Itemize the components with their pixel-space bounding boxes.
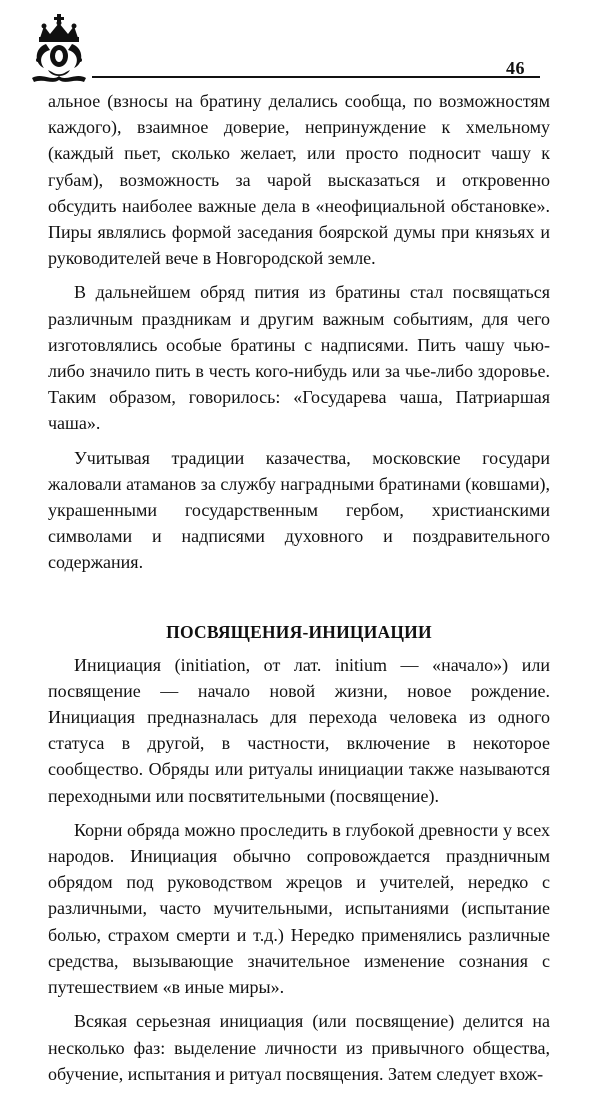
page-body [48, 88, 550, 1095]
section-title: ПОСВЯЩЕНИЯ-ИНИЦИАЦИИ [166, 621, 432, 642]
paragraph: альное (взносы на братину делались сообща, по возможностям каждого), взаимное доверие, непринуждение к хмельному (каждый пьет, сколько желает, или просто подносит чашу к губам), возможность за чарой высказаться и откровенно обсудить наиболее важные дела в «неофициальной обстановке». Пиры являлись формой заседания боярской думы при князьях и руководителей вече в Новгородской земле. [48, 91, 550, 269]
paragraph: Корни обряда можно проследить в глубокой древности у всех народов. Инициация обычно сопровождается праздничным обрядом под руководством жрецов и учителей, нередко с различными, часто мучительными, испытаниями (испытание болью, страхом смерти и т.д.) Нередко применялись различные средства, вызывающие значительное изменение сознания с путешествием «в иные миры». [48, 819, 550, 998]
paragraph: Всякая серьезная инициация (или посвящение) делится на несколько фаз: выделение личности из привычного общества, обучение, испытания и ритуал посвящения. Затем следует вхож- [48, 1011, 550, 1084]
paragraph: В дальнейшем обряд пития из братины стал посвящаться различным праздникам и другим важным событиям, для чего изготовлялись особые братины с надписями. Пить чашу чью-либо значило пить в честь кого-нибудь или за чье-либо здоровье. Таким образом, говорилось: «Государева чаша, Патриаршая чаша». [48, 282, 550, 434]
paragraph: Инициация (initiation, от лат. initium — «начало») или посвящение — начало новой жизни, новое рождение. Инициация предназналась для перехода человека из одного статуса в другой, в частности, включение в некоторое сообщество. Обряды или ритуалы инициации также называются переходными или посвятительными (посвящение). [48, 654, 550, 806]
page-number: 46 [506, 58, 525, 78]
header-rule [92, 76, 540, 78]
ornamental-crown-emblem-icon [26, 12, 92, 86]
paragraph: Учитывая традиции казачества, московские государи жаловали атаманов за службу наградными братинами (ковшами), украшенными государственным гербом, христианскими символами и надписями духовного и поздравительного содержания. [48, 447, 550, 573]
